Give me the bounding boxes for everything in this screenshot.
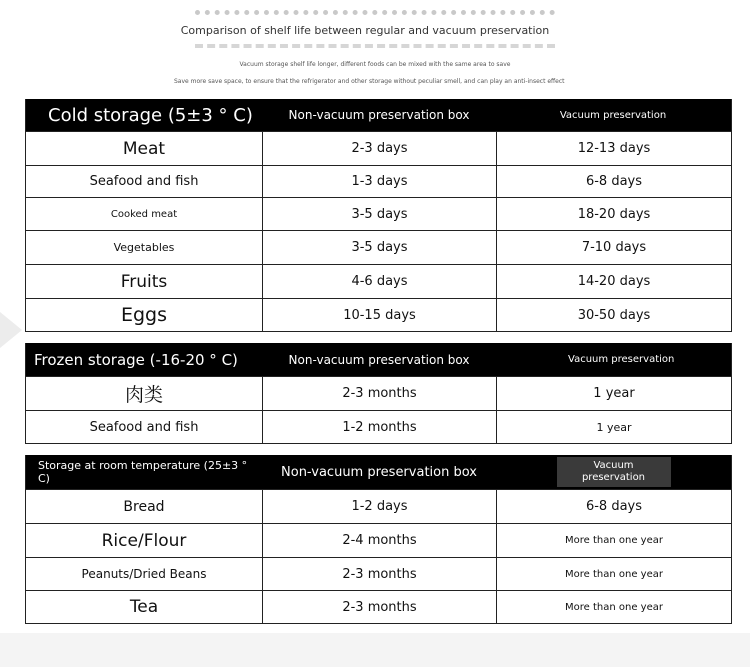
non-vacuum-header: Non-vacuum preservation box <box>281 464 477 480</box>
table-row <box>26 197 731 230</box>
vacuum-value: 1 year <box>496 411 731 443</box>
title-area <box>175 8 575 53</box>
category-header: Frozen storage (-16-20 ° C) <box>34 350 238 369</box>
table-header <box>26 455 731 489</box>
food-name: Bread <box>123 498 165 515</box>
vacuum-value: More than one year <box>496 591 731 623</box>
table-row <box>26 376 731 410</box>
subtitle-2: Save more save space, to ensure that the refrigerator and other storage without peculiar smell, and can play an anti-insect effect <box>174 78 565 85</box>
non-vacuum-value: 1-2 months <box>262 411 496 443</box>
non-vacuum-value: 2-4 months <box>262 524 496 557</box>
decorative-arrow <box>0 312 22 348</box>
cold-storage-table <box>25 99 732 332</box>
non-vacuum-value: 2-3 months <box>262 377 496 410</box>
food-name: Peanuts/Dried Beans <box>81 567 207 581</box>
vacuum-value: 14-20 days <box>496 265 731 298</box>
page-title: Comparison of shelf life between regular and vacuum preservation <box>175 22 555 39</box>
food-name: Meat <box>122 138 166 159</box>
subtitle-1: Vacuum storage shelf life longer, different foods can be mixed with the same area to save <box>239 61 511 68</box>
food-name: Tea <box>129 597 159 617</box>
vacuum-value: 18-20 days <box>496 198 731 230</box>
food-name: Eggs <box>120 304 168 326</box>
non-vacuum-value: 2-3 months <box>262 558 496 590</box>
non-vacuum-value: 2-3 months <box>262 591 496 623</box>
food-name: Fruits <box>120 271 168 292</box>
vacuum-value: 7-10 days <box>496 231 731 264</box>
table-row <box>26 230 731 264</box>
non-vacuum-value: 3-5 days <box>262 198 496 230</box>
table-row <box>26 590 731 623</box>
table-header <box>26 99 731 131</box>
frozen-storage-table <box>25 343 732 444</box>
category-header: Storage at room temperature (25±3 ° C) <box>38 459 248 485</box>
food-name: Cooked meat <box>110 208 178 220</box>
table-row <box>26 410 731 443</box>
table-header <box>26 343 731 376</box>
non-vacuum-value: 1-2 days <box>262 490 496 523</box>
vacuum-header: Vacuum preservation <box>559 109 667 121</box>
category-header: Cold storage (5±3 ° C) <box>48 104 253 126</box>
vacuum-value: 6-8 days <box>496 490 731 523</box>
vacuum-value: More than one year <box>496 558 731 590</box>
bottom-band <box>0 633 750 667</box>
table-row <box>26 557 731 590</box>
table-row <box>26 264 731 298</box>
vacuum-value: 1 year <box>496 377 731 410</box>
table-row <box>26 298 731 331</box>
vacuum-value: More than one year <box>496 524 731 557</box>
vacuum-value: 12-13 days <box>496 132 731 165</box>
vacuum-header-cell <box>496 457 731 487</box>
table-row <box>26 489 731 523</box>
vacuum-header: Vacuum preservation <box>568 354 675 365</box>
non-vacuum-header: Non-vacuum preservation box <box>288 108 470 122</box>
vacuum-header: Vacuum preservation <box>557 457 671 487</box>
food-name: Seafood and fish <box>89 419 199 435</box>
non-vacuum-value: 1-3 days <box>262 166 496 197</box>
table-row <box>26 165 731 197</box>
table-row <box>26 523 731 557</box>
room-temperature-table <box>25 455 732 624</box>
vacuum-value: 30-50 days <box>496 299 731 331</box>
non-vacuum-value: 10-15 days <box>262 299 496 331</box>
table-row <box>26 131 731 165</box>
food-name: Vegetables <box>113 241 175 254</box>
food-name: 肉类 <box>124 384 163 406</box>
ghost-heading-bottom <box>195 44 555 53</box>
food-name: Rice/Flour <box>101 530 187 551</box>
non-vacuum-value: 2-3 days <box>262 132 496 165</box>
non-vacuum-header: Non-vacuum preservation box <box>288 352 470 367</box>
non-vacuum-value: 3-5 days <box>262 231 496 264</box>
food-name: Seafood and fish <box>89 174 199 189</box>
non-vacuum-value: 4-6 days <box>262 265 496 298</box>
vacuum-value: 6-8 days <box>496 166 731 197</box>
